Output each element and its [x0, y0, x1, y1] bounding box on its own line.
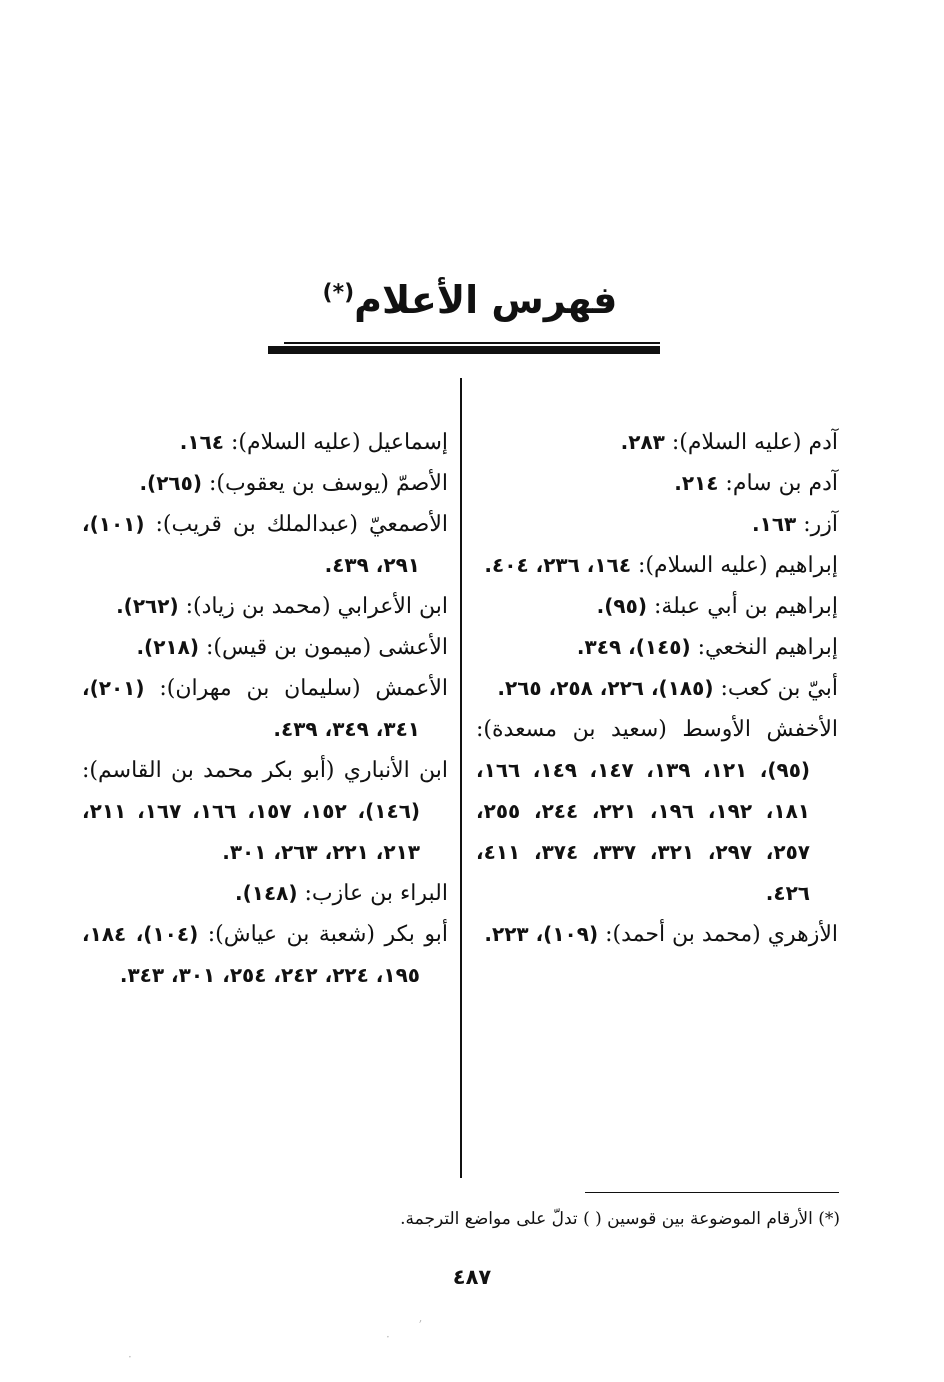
page-title: [270, 272, 670, 328]
entry-name: آزر:: [796, 512, 838, 537]
index-column-left: [82, 422, 448, 996]
index-entry: [476, 422, 838, 463]
index-entry: [476, 463, 838, 504]
entry-pages: ١٦٤.: [179, 430, 224, 454]
index-entry: [82, 504, 448, 586]
entry-name: آدم (عليه السلام):: [664, 430, 838, 455]
entry-name: آدم بن سام:: [718, 471, 838, 496]
entry-name: ابن الأنباري (أبو بكر محمد بن القاسم):: [82, 758, 448, 783]
index-entry: [82, 627, 448, 668]
scan-speck: ·: [128, 1350, 132, 1364]
column-divider: [460, 378, 462, 1178]
entry-name: الأصمعيّ (عبدالملك بن قريب):: [144, 512, 448, 537]
index-entry: [476, 586, 838, 627]
entry-name: إبراهيم بن أبي عبلة:: [646, 594, 838, 619]
entry-pages: ١٦٤، ٢٣٦، ٤٠٤.: [484, 553, 632, 577]
entry-name: إسماعيل (عليه السلام):: [224, 430, 448, 455]
index-entry: [476, 504, 838, 545]
entry-name: البراء بن عازب:: [297, 881, 448, 906]
entry-name: إبراهيم (عليه السلام):: [631, 553, 838, 578]
page-number: ٤٨٧: [452, 1265, 492, 1289]
entry-pages: ١٦٣.: [752, 512, 797, 536]
footnote: (*) الأرقام الموضوعة بين قوسين ( ) تدلّ على مواضع الترجمة.: [400, 1209, 840, 1229]
entry-pages: (١٤٦)، ١٥٢، ١٥٧، ١٦٦، ١٦٧، ٢١١، ٢١٣، ٢٢١، ٢٦٣، ٣٠١.: [82, 799, 421, 864]
entry-name: أبيّ بن كعب:: [713, 676, 838, 701]
entry-pages: (١٤٥)، ٣٤٩.: [576, 635, 691, 659]
index-entry: [82, 750, 448, 873]
index-column-right: [476, 422, 838, 955]
scan-speck: ·: [386, 1330, 390, 1344]
entry-pages: (١٠٩)، ٢٢٣.: [484, 922, 599, 946]
index-entry: [476, 914, 838, 955]
entry-pages: (١٨٥)، ٢٢٦، ٢٥٨، ٢٦٥.: [497, 676, 714, 700]
entry-name: الأعمش (سليمان بن مهران):: [144, 676, 448, 701]
entry-name: أبو بكر (شعبة بن عياش):: [198, 922, 449, 947]
index-entry: [82, 586, 448, 627]
entry-pages: (٢٦٥).: [139, 471, 202, 495]
entry-pages: (٩٥)، ١٢١، ١٣٩، ١٤٧، ١٤٩، ١٦٦، ١٨١، ١٩٢، ١٩٦، ٢٢١، ٢٤٤، ٢٥٥، ٢٥٧، ٢٩٧، ٣٢١، ٣٣٧، ٣٧٤، ٤١١، ٤٢٦.: [476, 758, 811, 905]
title-text: فهرس الأعلام: [354, 278, 618, 322]
entry-pages: (٢٦٢).: [116, 594, 179, 618]
entry-name: الأعشى (ميمون بن قيس):: [198, 635, 448, 660]
entry-name: ابن الأعرابي (محمد بن زياد):: [178, 594, 448, 619]
entry-name: الأزهري (محمد بن أحمد):: [598, 922, 838, 947]
entry-pages: (٢٠١)، ٣٤١، ٣٤٩، ٤٣٩.: [82, 676, 420, 741]
index-entry: [476, 545, 838, 586]
index-entry: [82, 422, 448, 463]
title-underline-thin: [284, 342, 660, 344]
title-underline-thick: [268, 346, 660, 354]
entry-pages: (١٠١)، ٢٩١، ٤٣٩.: [82, 512, 420, 577]
index-entry: [476, 627, 838, 668]
index-entry: [82, 873, 448, 914]
entry-name: إبراهيم النخعي:: [690, 635, 838, 660]
entry-pages: (١٤٨).: [235, 881, 298, 905]
entry-pages: (٩٥).: [596, 594, 647, 618]
entry-pages: (٢١٨).: [136, 635, 199, 659]
footnote-separator: [585, 1192, 839, 1193]
scan-speck: ʼ: [418, 1318, 422, 1332]
entry-name: الأصمّ (يوسف بن يعقوب):: [201, 471, 448, 496]
index-entry: [476, 709, 838, 914]
index-entry: [82, 463, 448, 504]
index-entry: [82, 668, 448, 750]
title-footnote-mark: (*): [322, 280, 355, 306]
index-entry: [476, 668, 838, 709]
entry-pages: ٢١٤.: [674, 471, 719, 495]
title-underline: [268, 342, 660, 358]
entry-pages: (١٠٤)، ١٨٤، ١٩٥، ٢٢٤، ٢٤٢، ٢٥٤، ٣٠١، ٣٤٣.: [82, 922, 420, 987]
index-entry: [82, 914, 448, 996]
entry-name: الأخفش الأوسط (سعيد بن مسعدة):: [476, 717, 838, 742]
entry-pages: ٢٨٣.: [620, 430, 665, 454]
